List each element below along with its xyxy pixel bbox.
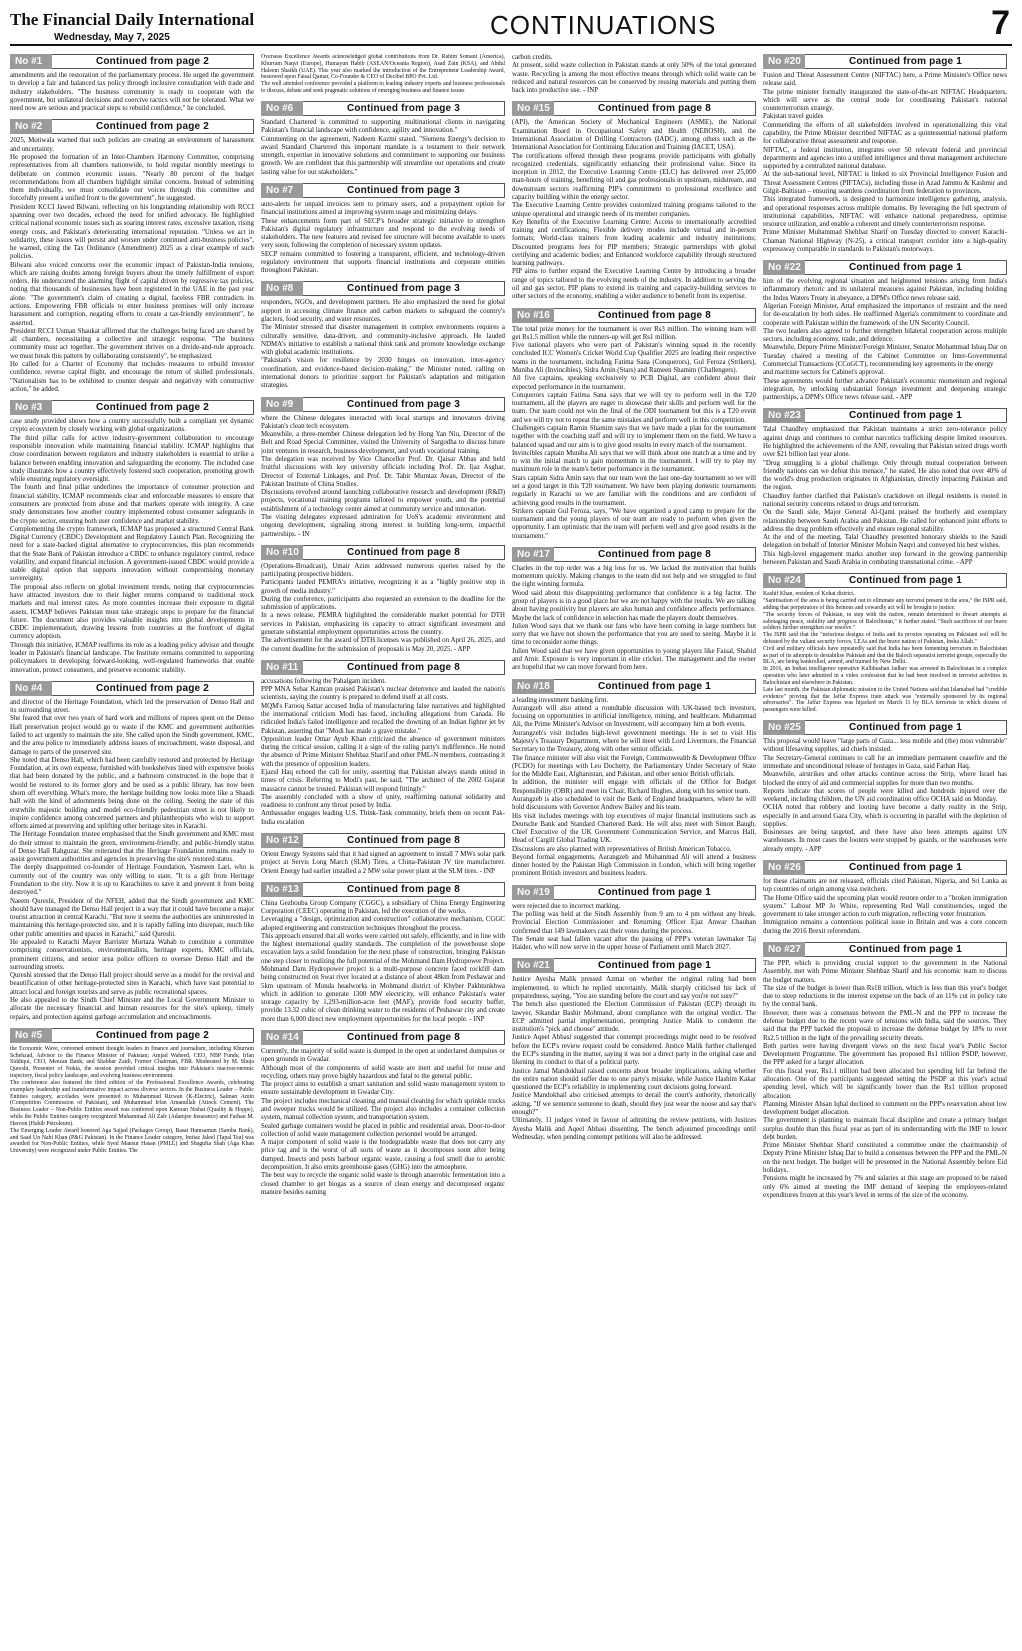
paragraph: The Secretary-General continues to call for an immediate permanent ceasefire and the immediate and unconditional release of hostages in Gaza, said Farhan Haq. [763,754,1007,770]
paragraph: were rejected due to incorrect marking. [512,902,621,910]
article-continuation [261,833,505,876]
paragraph: Prime Minister Muhammad Shehbaz Sharif on Tuesday directed to convert Karachi-Chaman National Highway (N-25), a critical transport corridor into a high-quality expressway comparable in standards to Pakistan's motorways. [763,229,1007,253]
paragraph: The Senate seat had fallen vacant after the passing of PPP's veteran lawmaker Taj Haider, who will now serve in the upper house of Parliament until March 2027. [512,935,756,952]
article-body [261,54,505,95]
article-number: No #26 [763,860,805,875]
paragraph: Discussions revolved around launching collaborative research and development (R&D) projects, vocational training programs tailored to empower youth, and the potential establishment of a technology center aimed at community service and innovation. [261,489,505,513]
article-number: No #22 [763,260,805,275]
paragraph: Complementing the crypto framework, ICMAP has proposed a structured Central Bank Digital Currency (CBDC) Development and Regulatory Launch Plan. Recognizing the need for a state-backed digital alternative to cryptocurrencies, this plan recommends that the State Bank of Pakistan introduce a CBDC to enhance regulatory control, reduce volatility, and expand financial inclusion. A government-issued CBDC would provide a stable digital option that supports innovation without compromising monetary sovereignty. [10,525,254,583]
article-body [512,565,756,673]
paragraph: He called for a Charter of Economy that includes measures to rebuild investor confidence, reverse capital flight, and encourage the return of skilled professionals. "Nationalism has to be exhibited to counter despair and negativity with constructive action," he added. [10,361,254,393]
article-number: No #18 [512,679,554,694]
section-title: CONTINUATIONS [490,10,717,40]
continued-from-label: Continued from page 1 [554,885,756,900]
article-body [261,201,505,276]
article-continuation [10,54,254,113]
article-continuation [261,660,505,827]
continued-from-label: Continued from page 8 [303,545,505,560]
paragraph: Julien Wood said that we have given opportunities to young players like Faisal, Shahid and Amir. Exposure is very important in elite cricket. The management and the owner are hopeful that we can move forward from here. [512,647,756,672]
continued-from-label: Continued from page 3 [303,281,505,296]
paragraph: MQM's Farooq Sattar accused India of manufacturing false narratives and highlighted the international criticism Modi has faced, including allegations from Canada. He ridiculed India's failed intelligence and recalled the downing of an Indian fighter jet by Pakistan, asserting that "Modi has made a grave mistake." [261,702,505,735]
article-body [763,738,1007,854]
paragraph: Talal Chaudhry emphasized that Pakistan maintains a strict zero-tolerance policy against drugs and continues to combat narcotics trafficking despite limited resources. He highlighted the achievements of the ANF, revealing that Pakistan seized drugs worth over $21 billion last year alone. [763,426,1007,459]
article-continuation [763,720,1007,854]
paragraph: Immigration remains a contentious political issue in Britain and was a core concern during the 2016 Brexit referendum. [763,919,1007,935]
article-continuation [763,54,1007,254]
paragraph: This approach ensured that all works were carried out safely, efficiently, and in line with the highest international quality standards. The completion of the powerhouse slope excavation lays a solid foundation for the next phase of construction, bringing Pakistan one step closer to realizing the full potential of the Mohmand Dam Hydropower Project. [261,932,505,965]
paragraph: He also appealed to the Sindh Chief Minister and the Local Government Minister to allocate the necessary financial and human resources for the site's upkeep, timely repairs, and protection against garbage accumulation and encroachments. [10,996,254,1021]
paragraph: Ejazul Haq echoed the call for unity, asserting that Pakistan always stands united in times of crisis. Referring to Modi's past, he said, "The architect of the 2002 Gujarat massacre cannot be trusted. Pakistan will respond fittingly." [261,768,505,793]
column-3 [512,54,756,1644]
continuation-header [261,545,505,560]
continued-from-label: Continued from page 8 [303,660,505,675]
paragraph: The bench also questioned the Election Commission of Pakistan (ECP) through its lawyer, Sikandar Bashir Mohmand, about compliance with the original verdict. The ECP admitted partial implementation, prompting Justice Malik to condemn the institution's "pick and choose" attitude. [512,1001,756,1034]
paragraph: Naeem Qureshi, President of the NFEH, added that the Sindh government and KMC should have managed the Denso Hall project in a way that it could have become a major tourist attraction in central Karachi. "But now it seems the authorities are uninterested in maintaining this heritage-protected site, and it is rapidly falling into disrepair, much like other public amenities and spaces in Karachi," said Qureshi. [10,897,254,938]
paragraph: Challengers captain Ramin Shamim says that we have made a plan for the tournament together with the coaching staff and will try to implement them on the field. We have a balanced squad and our aim is to give good results in every match of the tournament. [512,424,756,449]
paragraph: Businesses are being targeted, and there have also been attempts against UN warehouses. In most cases the looters were stopped by guards, or the warehouses were already empty. - APP [763,829,1007,853]
paragraph: (API), the American Society of Mechanical Engineers (ASME), the National Examination Board in Occupational Safety and Health (NEBOSH), and the International Association of Drilling Contractors (IADC), among others such as the International Association for Continuing Education and Training (IACET, USA). [512,119,756,152]
article-body [512,326,756,541]
article-body [763,878,1007,936]
paragraph: where the Chinese delegates interacted with local startups and innovators driving Pakistan's clean tech ecosystem. [261,414,505,430]
paragraph: Overseas Excellence Awards acknowledged global contributions from Dr. Rahim Somani (America), Khurram Naqvi (Europe), Humayun Habib (ASEAN/Oceania Region), Asad Zain (KSA), and Abdul Haleem Shaikh (UAE). This year also marked the introduction of the Entrepreneur Leadership Award, bestowed upon Faisal Qamar, Co-Founder & CEO of Decibel BPO Pvt. Ltd. [261,54,505,81]
paragraph: At the sub-national level, NIFTAC is linked to six Provincial Intelligence Fusion and Threat Assessment Centres (PIFTACs), including those in Azad Jammu & Kashmir and Gilgit-Baltistan – ensuring seamless coordination from federation to provinces. [763,171,1007,195]
continued-from-label: Continued from page 1 [805,942,1007,957]
article-number: No #3 [10,400,52,415]
paragraph: Commenting on the agreement, Nadeem Kazmi stated, "Siemens Energy's decision to award Standard Chartered this important mandate is a testament to their network strength, expertise in innovative solutions and commitment to supporting our business growth. We are confident that this partnership will streamline our operations and create lasting value for our stakeholders." [261,135,505,176]
continued-from-label: Continued from page 1 [805,573,1007,588]
paragraph: In 2016, an Indian intelligence operative Kulbhushan Jadhav was arrested in Balochistan in a complex operation who later admitted in a video confession that he had been involved in terrorist activities in Balochistan and elsewhere in Pakistan. [763,666,1007,686]
paragraph: At present, solid waste collection in Pakistan stands at only 50% of the total generated waste. Recycling is among the most effective means through which solid waste can be reduced and natural resources can be conserved by reusing materials and putting them back into productive use. - INP [512,62,756,95]
paragraph: He proposed the formation of an Inter-Chambers Harmony Committee, comprising representatives from all chambers nationwide, to hold regular monthly meetings to deliberate on common economic issues. "Nearly 80 percent of the budget recommendations from all chambers highlight similar concerns. Instead of submitting them individually, we must consolidate our voices through this committee and forcefully present a unified front to the government", he suggested. [10,153,254,203]
paragraph: Charles in the top order was a big loss for us. We lacked the motivation that builds momentum quickly. Making changes to the team did not help and we struggled to find the right winning formula. [512,564,756,589]
paragraph: Leveraging a "design, optimization and construction" collaborative mechanism, CGGC adopted engineering and construction techniques throughout the process. [261,916,505,932]
continued-from-label: Continued from page 8 [554,101,756,116]
article-continuation [261,397,505,539]
paragraph: His visit includes meetings with top executives of major financial institutions such as Deutsche Bank and Standard Chartered Bank. He will also meet with Simon Baugh, Chief Executive of the UK Government Communication Service, and Marcus Hall, Head of Cargill Global Trading UK. [512,812,756,845]
continuation-header [261,882,505,897]
paragraph: accusations following the Pahalgam incident. [261,677,386,685]
article-body [763,591,1007,714]
continued-from-label: Continued from page 3 [303,397,505,412]
continuation-header [261,660,505,675]
continuation-header [763,260,1007,275]
paragraph: "Drug smuggling is a global challenge. Only through mutual cooperation between friendly nations can we defeat this menace," he stated. He also noted that over 40% of the world's drug production originates in Afghanistan, directly impacting Pakistan and the region. [763,459,1007,492]
paragraph: Algerian Foreign Minister, Attaf emphasized the importance of restraint and the need for de-escalation by both sides. He reaffirmed Algeria's commitment to coordinate and cooperate with Pakistan within the framework of the UN Security Council. [763,303,1007,327]
paragraph: Ultimately, 11 judges voted in favour of admitting the review petitions, with Justices Ayesha Malik and Aqeel Abbasi dissenting. The bench adjourned proceedings until Wednesday, when pending contempt petitions will also be addressed. [512,1117,756,1141]
continuation-header [512,547,756,562]
continuation-header [512,885,756,900]
article-number: No #12 [261,833,303,848]
article-continuation [261,882,505,1024]
paragraph: "Pakistan's vision for resilience by 2030 hinges on innovation, inter-agency coordination, and evidence-based decision-making," the Minister noted, calling on international donors to prioritize support for Pakistan's adaptation and mitigation strategies. [261,357,505,390]
continuation-header [512,958,756,973]
continuation-header [261,101,505,116]
paragraph: The total prize money for the tournament is over Rs3 million. The winning team will get Rs1.5 million while the runners-up will get Rs1 million. [512,325,756,341]
paragraph: The deeply disappointed co-founder of Heritage Foundation, Yasmeen Lari, who is currently out of the country was only willing to state, "It is a gift from Heritage Foundation to the city. Now it is up to Karachiites to save it and prevent it from being destroyed." [10,864,254,897]
paragraph: Standard Chartered is committed to supporting multinational clients in navigating Pakistan's financial landscape with confidence, agility and innovation." [261,118,505,135]
article-number: No #9 [261,397,303,412]
paragraph: PIP aims to further expand the Executive Learning Centre by introducing a broader range of topics tailored to the evolving needs of the industry. In addition to serving the oil and gas sector, PIP plans to extend its training and capacity-building services to other sectors of the economy, enabling a wider audience to benefit from its expertise. [512,268,756,301]
continuation-header [261,397,505,412]
article-number: No #8 [261,281,303,296]
article-continuation [261,1030,505,1197]
article-body [512,697,756,879]
continued-from-label: Continued from page 8 [303,1030,505,1045]
article-continuation [261,101,505,177]
article-body [261,119,505,177]
continuation-header [512,101,756,116]
article-number: No #14 [261,1030,303,1045]
article-number: No #6 [261,101,303,116]
article-number: No #13 [261,882,303,897]
article-continuation [10,1028,254,1155]
paragraph: These agreements would further advance Pakistan's economic momentum and regional integration, by unlocking substantial foreign investment and deepening strategic partnerships, a DPM's Office news release said. - APP [763,377,1007,402]
article-number: No #21 [512,958,554,973]
article-body [261,299,505,390]
continuation-header [261,1030,505,1045]
paragraph: The advertisement for the award of DTH licenses was published on April 26, 2025, and the current deadline for the submission of proposals is May 20, 2025. - APP [261,637,505,653]
article-continuation [10,681,254,1022]
continuation-header [10,119,254,134]
paragraph: The certifications offered through these programs provide participants with globally recognized credentials, significantly enhancing their professional value. Since its inception in 2012, the Executive Learning Centre (ELC) has delivered over 25,000 man-hours of training, benefiting oil and gas professionals in upstream, midstream, and downstream sectors reaffirming PIP's commitment to professional excellence and capacity building within the energy sector. [512,152,756,201]
column-1 [10,54,254,1644]
paragraph: These enhancements form part of SECP's broader strategic initiative to strengthen Pakistan's digital regulatory infrastructure and respond to the evolving needs of stakeholders. The new features and revised fee structure will become available to users very soon, following the completion of necessary system updates. [261,217,505,250]
article-continuation [512,547,756,673]
article-number: No #24 [763,573,805,588]
paragraph: The Heritage Foundation trustee emphasised that the Sindh government and KMC must do their utmost to maintain the green, environment-friendly, and public-friendly status of Denso Hall Rahguzar. She reiterated that the Heritage Foundation remains ready to assist government authorities and agencies in preserving the site's restored status. [10,831,254,864]
paragraph: At the end of the meeting, Talal Chaudhry presented honorary shields to the Saudi delegation on behalf of Interior Minister Mohsin Naqvi and conveyed his best wishes. [763,534,1007,550]
paragraph: President KCCI Jawed Bilwani, reflecting on his longstanding relationship with RCCI spanning over two decades, echoed the need for unified advocacy. He highlighted critical national economic issues such as soaring interest rates, excessive taxation, rising energy costs, and Pakistan's deteriorating international reputation. "Unless we act in solidarity, these issues will persist and worsen under continued anti-business policies", he warned, citing the Tax Ordinance (Amendment) 2025 as a clear example of such policies. [10,203,254,261]
paragraph: a leading investment banking firm. [512,696,609,704]
paragraph: This high-level engagement marks another step forward in the growing partnership between Pakistan and Saudi Arabia in combating transnational crime. - APP [763,550,1007,566]
article-continuation [512,101,756,301]
continuation-header [512,308,756,323]
paragraph: The PPP, which is providing crucial support to the government in the National Assembly, met with Prime Minister Shehbaz Sharif and his economic team to discuss the budget matters. [763,960,1007,984]
article-body [10,137,254,394]
paragraph: Julien Wood says that we thank our fans who have been coming in large numbers but sorry that we have not shown the performance that you are used to seeing. Maybe it is time to reconsider some things. [512,622,756,647]
paragraph: The size of the budget is lower than Rs18 trillion, which is less than this year's budget due to steep reductions in the interest expense on the back of an 11% cut in policy rate by the central bank. [763,984,1007,1009]
paragraph: Invincibles captain Muniba Ali says that we will think about one match at a time and try to win the initial match to gain momentum in the tournament. I will try to play my maximum role in the team's better performance in the tournament. [512,449,756,474]
continued-from-label: Continued from page 2 [52,119,254,134]
article-body [261,1048,505,1197]
continued-from-label: Continued from page 2 [52,681,254,696]
paragraph: Pakistan travel guides [763,113,824,121]
paragraph: Through this initiative, ICMAP reaffirms its role as a leading policy advisor and thought leader in Pakistan's financial landscape. The Institute remains committed to supporting policymakers in developing forward-looking, well-regulated frameworks that enable innovation, protect consumers, and preserve economic stability. [10,641,254,674]
continued-from-label: Continued from page 1 [805,408,1007,423]
continued-from-label: Continued from page 1 [554,679,756,694]
paragraph: Justice Mandokhail also criticised attempts to derail the court's authority, rhetorically asking, "If we sentence someone to death, should they just wear the noose and say that's enough?" [512,1092,756,1116]
continuation-header [261,281,505,296]
continuation-header [763,720,1007,735]
continuation-header [10,400,254,415]
paragraph: and director of the Heritage Foundation, which led the preservation of Denso Hall and its surrounding street. [10,698,254,715]
article-number: No #19 [512,885,554,900]
article-number: No #10 [261,545,303,560]
paragraph: Justice Aqeel Abbasi suggested that contempt proceedings might need to be resolved before the ECP's review request could be considered. Justice Malik further challenged the ECP's standing in the matter, saying it was not a direct party in the original case and likening its conduct to that of a political party. [512,1034,756,1067]
article-body [10,699,254,1022]
continuation-header [763,573,1007,588]
paragraph: The Emerging Leader Award honored Aga Sajjad (Packages Group), Basat Hamsamun (Samba Bank), and Saad Un Nabi Khan (P&G Pakistan). In the Finance Leader category, Imtiaz Jaleel (Tapal Tea) was awarded for Non-Public Entities, while Syed Mansur Hasan (PMLL) and Shagufta Shah (Aga Khan University) were recognized under Public Entities. The [10,1127,254,1155]
paragraph: The third pillar calls for active industry-government collaboration to encourage responsible innovation while maintaining financial stability. ICMAP highlights that close coordination between regulators and industry stakeholders is essential to strike a balance between enabling innovation and safeguarding the economy. The included case study illustrates how a country effectively fostered such cooperation, promoting growth while ensuring regulatory oversight. [10,434,254,484]
paragraph: The conference also featured the third edition of the Professional Excellence Awards, celebrating exemplary leadership and transformative impact across diverse sectors. In the Business Leader – Public Entities category, accolades were presented to Muhammad Rizwan (K-Electric), Salman Amin (Competition Commission of Pakistan), and Muhammad Irfan Amanullah (Attock Cement). The Business Leader – Non-Public Entities award was conferred upon Kamran Nishat (Quality & Hoppe), while the Public Entities category recognized Muhammad Ali Zafr (Adamjee Insurance) and Farhan M. Haroon (Habib Petroleum). [10,1079,254,1127]
paragraph: Wood said about this disappointing performance that confidence is a big factor. The group of players is in a good place but we are not happy with the results. We are talking about having positivity but players are also human and confidence affects performance. Maybe the lack of confidence in selection has made the players doubt themselves. [512,589,756,622]
paragraph: The ISPR said that the "nefarious designs of India and its proxies operating on Pakistani soil will be defeated by the valiant security forces, LEAs and the brave nation of Pakistan, Insha Allah." [763,632,1007,645]
paragraph: Sealed garbage containers would be placed in public and residential areas. Door-to-door collection of solid waste management collection personnel would be arranged. [261,1122,505,1138]
paragraph: SECP remains committed to fostering a transparent, efficient, and technology-driven regulatory environment that supports financial institutions and corporate entities throughout Pakistan. [261,250,505,275]
continued-from-label: Continued from page 3 [303,101,505,116]
paragraph: Reports indicate that scores of people were killed and hundreds injured over the weekend, including children, the UN aid coordination office OCHA said on Monday. [763,787,1007,804]
paragraph: Participants lauded PEMRA's initiative, recognizing it as a "highly positive step in growth of media industry." [261,579,505,595]
paragraph: auto-alerts for unpaid invoices sent to primary users, and a prepayment option for financial institutions aimed at improving system usage and minimizing delays. [261,200,505,217]
paragraph: Orient Energy Systems said that it had signed an agreement to install 7 MWs solar park project at Servis Long March (SLM) Tires, a China-Pakistan JV tire manufacturer. Orient Energy had earlier installed a 2 MW solar power plant at the SLM tires. - INP [261,850,505,875]
article-number: No #5 [10,1028,52,1043]
paragraph: He appealed to Karachi Mayor Barrister Murtaza Wahab to constitute a committee comprising conservationists, environmentalists, heritage experts, KMC officials, prominent citizens, and senior area police officers to oversee Denso Hall and the surrounding streets. [10,939,254,971]
paragraph: The Home Office said the upcoming plan would restore order to a "broken immigration system." Labour MP Jo White, representing Red Wall constituencies, urged the government to take stronger action to curb migration, reflecting voter frustration. [763,894,1007,919]
paragraph: Commending the efforts of all stakeholders involved in operationalizing this vital capability, the Prime Minister described NIFTAC as a quintessential national platform for collaborative threat assessment and response. [763,121,1007,146]
article-number: No #7 [261,183,303,198]
paragraph: She noted that Denso Hall, which had been carefully restored and protected by Heritage Foundation, at its own expense, furnished with bookshelves lined with expensive books that had been donated by the public, and a bathroom constructed in the hope that it would be restored to its former glory and be used as a public library, has now been shorn off everything. What's more, the heritage building now looks more like a Shaadi hall with the kind of adornments being done on the ceiling. Seeing the state of this erstwhile majestic building and model eco-friendly pedestrian street is not likely to inspire confidence among concerned partners and philanthropists who wish to support efforts aimed at preserving and uplifting other heritage sites in Karachi. [10,756,254,831]
paragraph: Late last month, the Pakistan diplomatic mission to the United Nations said that Islamabad had "credible evidence" proving that the Jaffar Express train attack was "externally sponsored by its regional adversaries". The Jaffar Express was hijacked on March 11 by BLA terrorists in which dozens of passengers were killed. [763,686,1007,714]
paragraph: A major component of solid waste is the biodegradable waste that does not carry any price tag and is the worst of all sorts of waste as it decomposes soon after being dumped. Insects and pests harbour organic waste, causing a foul smell due to aerobic decomposition. It also emits greenhouse gases (GHG) into the atmosphere. [261,1139,505,1171]
article-body [763,278,1007,402]
paragraph: Meanwhile, Deputy Prime Minister/Foreign Minister, Senator Mohammad Ishaq Dar on Tuesday chaired a meeting of the Cabinet Committee on Inter-Governmental Commercial Transactions (CCoGCT), recommending key agreements in the energy [763,344,1007,368]
continued-from-label: Continued from page 1 [805,720,1007,735]
continuation-header [10,54,254,69]
paragraph: Strikers captain Gul Feroza, says, "We have organized a good camp to prepare for the tournament and the young players of our team are ready to perform when given the opportunity. I am optimistic that the team will perform well and give good results in the tournament." [512,507,756,540]
paragraph: Bilwani also voiced concerns over the economic impact of Pakistan-India tensions, which are raising doubts among foreign buyers about the timely fulfillment of export orders. He underscored the alarming flight of capital driven by regressive tax policies, noting that thousands of businesses have been registered in the UAE in the past year alone. "The government's claim of creating a digital, faceless FBR contradicts its actions. Empowering FBR officials to enter business premises will only increase harassment and corruption, negating efforts to create a tax-friendly environment", he asserted. [10,261,254,327]
continued-from-label: Continued from page 2 [52,54,254,69]
article-continuation [261,54,505,95]
continuation-header [763,942,1007,957]
paragraph: On the Saudi side, Major General Al-Qami praised the brotherly and exemplary relationship between Saudi Arabia and Pakistan. He called for enhanced joint efforts to address the drug problem effectively and ensure regional stability. [763,509,1007,533]
paragraph: Opposition leader Omar Ayub Khan criticized the absence of government ministers during the critical session, calling it a sign of the ruling party's indifference. He noted the absence of Prime Minister Shehbaz Sharif and other PML-N members, contrasting it with the presence of opposition leaders. [261,735,505,768]
paragraph: NIFTAC, a federal institution, integrates over 50 relevant federal and provincial departments and agencies into a unified intelligence and threat management architecture supported by a centralized national database. [763,146,1007,171]
paragraph: Discussions are also planned with representatives of British American Tobacco. [512,845,732,853]
paragraph: The proposal also reflects on global investment trends, noting that cryptocurrencies have attracted investors due to their higher returns compared to traditional stock markets and real interest rates. As more countries increase their exposure to digital assets, ICMAP believes Pakistan must take strategic steps to prepare for the financial future. The document also provides valuable insights into global developments in CBDC implementation, drawing lessons from countries at the forefront of digital currency adoption. [10,583,254,641]
article-continuation [763,573,1007,714]
paragraph: him of the evolving regional situation and heightened tensions arising from India's inflammatory rhetoric and its unilateral measures against Pakistan, including holding the Indus Waters Treaty in abeyance, a DPM's Office news release said. [763,278,1007,302]
article-continuation [512,958,756,1142]
article-continuation [512,679,756,879]
paragraph: Pensions might be increased by 7% and salaries at this stage are proposed to be raised only 6% aimed at meeting the IMF demand of keeping the employees-related expenditures frozen at this year's level in terms of the size of the economy. [763,1175,1007,1199]
paragraph: During the conference, participants also requested an extension to the deadline for the submission of applications. [261,595,505,612]
paragraph: Aurangzeb is also scheduled to visit the Bank of England headquarters, where he will hold discussions with Governor Andrew Bailey and his team. [512,795,756,812]
article-number: No #1 [10,54,52,69]
paragraph: responders, NGOs, and development partners. He also emphasized the need for global support in accessing climate finance and carbon markets to safeguard the country's glaciers, food security, and water resources. [261,299,505,324]
paragraph: Justice Ayesha Malik pressed Azmat on whether the original ruling had been implemented, to which he replied uncertainly. Malik sharply criticised his lack of preparedness, saying, "You are standing before the court and say you're not sure?" [512,976,756,1000]
paragraph: The visiting delegates expressed admiration for UoS's academic environment and ongoing development, signaling strong interest in building long-term, impactful partnerships. - IN [261,513,505,538]
paragraph: Five national players who were part of Pakistan's winning squad in the recently concluded ICC Women's Cricket World Cup Qualifier 2025 are leading their respective teams in the tournament, including Fatima Sana (Conquerors), Gul Feroza (Strikers), Muniba Ali (Invincibles), Sidra Amin (Stars) and Rameen Shamim (Challengers). [512,342,756,374]
article-continuation [763,408,1007,567]
paragraph: Planning Minister Ahsan Iqbal declined to comment on the PPP's reservation about low development budget allocation. [763,1100,1007,1117]
paragraph: The fourth and final pillar underlines the importance of consumer protection and financial stability. ICMAP recommends clear and enforceable measures to ensure that consumers are protected from abuse and that markets operate with integrity. A case study demonstrates how another country implemented robust consumer safeguards in the crypto sector, ensuring both user confidence and market stability. [10,484,254,525]
article-number: No #4 [10,681,52,696]
continuation-header [763,408,1007,423]
paragraph: Stars captain Sidra Amin says that our team won the last one-day tournament so we will set a good target in this T20 tournament. We have been playing domestic tournaments regularly in Karachi so we are familiar with the conditions and are confident of achieving good results in the tournament. [512,474,756,507]
paragraph: The two leaders also agreed to further strengthen bilateral cooperation across multiple sectors, including economy, trade, and defence. [763,327,1007,344]
article-number: No #17 [512,547,554,562]
paragraph: Both parties were having divergent views on the next fiscal year's Public Sector Development Programme. The government has proposed Rs1 trillion PSDP, however, the PPP asked for a larger allocation. [763,1042,1007,1067]
paragraph: Civil and military officials have repeatedly said that India has been fomenting terrorism in Balochistan as part of its attempts to destabilise Pakistan and that the Baloch separatist terrorist groups, especially the BLA, are being bankrolled, armed, and trained by New Delhi. [763,645,1007,666]
article-number: No #11 [261,660,303,675]
paragraph: The government is planning to maintain fiscal discipline and create a primary budget surplus double than this fiscal year as part of its understanding with the IMF to lower debt burden. [763,1117,1007,1141]
continuation-header [10,681,254,696]
continued-from-label: Continued from page 1 [805,54,1007,69]
article-number: No #20 [763,54,805,69]
paragraph: The finance minister will also visit the Foreign, Commonwealth & Development Office (FCDO) for meetings with Leo Docherty, the Parliamentary Under Secretary of State for the Middle East, Afghanistan, and Pakistan, and other senior British officials. [512,754,756,779]
column-4 [763,54,1007,1644]
paragraph: Meanwhile, airstrikes and other attacks continue across the Strip, where Israel has blocked the entry of aid and commercial supplies for more than two months. [763,771,1007,787]
continued-from-label: Continued from page 8 [554,547,756,562]
article-number: No #2 [10,119,52,134]
continued-from-label: Continued from page 2 [52,400,254,415]
paragraph: President RCCI Usman Shaukat affirmed that the challenges being faced are shared by all chambers, necessitating a collective and strategic response. "The business community must act together. The government thrives on a divide-and-rule approach; we must break this pattern by collaborating consistently", he emphasized. [10,327,254,360]
article-body [512,903,756,953]
paragraph: All five captains, speaking exclusively to PCB Digital, are confident about their expected performance in the tournament. [512,375,756,391]
paragraph: for these claimants are not released, officials cited Pakistan, Nigeria, and Sri Lanka as top countries of origin among visa switchers. [763,878,1007,894]
paragraph: Although most of the components of solid waste are inert and useful for reuse and recycling, others may prove highly hazardous and fatal to the general public. [261,1064,505,1080]
paragraph: Ambassador engages leading U.S. Think-Tank community, briefs them on recent Pak-India escalation [261,810,505,826]
paragraph: The prime minister formally inaugurated the state-of-the-art NIFTAC Headquarters, which will serve as the central node for coordinating Pakistan's national counterterrorism strategy. [763,88,1007,113]
paragraph: "The security forces of Pakistan, in step with the nation, remain determined to thwart attempts at sabotaging peace, stability and progress of Balochistan," it further stated. "Such sacrifices of our brave soldiers further strengthen our resolve." [763,611,1007,632]
paragraph: Chaudhry further clarified that Pakistan's crackdown on illegal residents is rooted in national security concerns related to drugs and terrorism. [763,492,1007,508]
article-continuation [512,885,756,953]
paragraph: Meanwhile, a three-member Chinese delegation led by Hong Yan Niu, Director of the Belt and Road Special Committee, visited the University of Sargodha to discuss future joint ventures in research, business development, and youth vocational training. [261,431,505,455]
paragraph: OCHA noted that robbery and looting have become a daily reality in the Strip, especially in and around Gaza City, which is occurring in parallel with the depletion of supplies. [763,804,1007,828]
paragraph: The best way to recycle the organic solid waste is through anaerobic fermentation into a closed chamber to get biogas as a source of clean energy and decomposed organic manure besides earning [261,1172,505,1196]
continuation-header [512,679,756,694]
paragraph: Beyond formal engagements, Aurangzeb and Muhammad Ali will attend a business dinner hosted by the Pakistan High Commission in London, which will bring together prominent British investors and business leaders. [512,853,756,878]
article-body [261,851,505,876]
paragraph: carbon credits. [512,54,553,61]
paragraph: For this fiscal year, Rs1.1 trillion had been allocated but spending fell far behind the allocation. One of the participants suggested setting the PSDP at this year's actual spending level, which will be significantly lower than the Rs1 trillion proposed allocation. [763,1067,1007,1100]
paragraph: case study provided shows how a country successfully built a compliant yet dynamic crypto ecosystem by closely working with global organizations. [10,418,254,434]
continued-from-label: Continued from page 8 [554,308,756,323]
paragraph: 2025, Motiwala warned that such policies are creating an environment of harassment and uncertainty. [10,137,254,153]
article-body [512,119,756,301]
article-continuation [512,308,756,541]
article-continuation [763,942,1007,1200]
article-body [261,415,505,539]
continuation-header [261,183,505,198]
article-continuation [512,54,756,95]
article-number: No #16 [512,308,554,323]
paragraph: Kashif Khan, resident of Kohat district. [763,591,855,598]
article-body [763,960,1007,1200]
paragraph: Mohmand Dam Hydropower project is a multi-purpose concrete faced rockfill dam being constructed on Swat river located at a distance of about 48km from Peshawar and 5km upstream of Munda headworks in Mohmand district of Khyber Pakhtunkhwa which in addition to generate 1300 MW electricity, will enhance Pakistan's water storage capacity by 1,293-million-acre feet (MAF), provide food security buffer, provide 13.32 cubic of clean drinking water to the residents of Peshawar city and create more than 6,000 direct new employment opportunities for the local people. - INP [261,966,505,1023]
paragraph: "Sanitisation of the area is being carried out to eliminate any terrorist present in the area," the ISPR said, adding that perpetrators of this heinous and cowardly act will be brought to justice. [763,598,1007,611]
paragraph: the Economic Wave, convened eminent thought leaders in finance and journalism, including Khurram Schehzad, Advisor to the Finance Minister of Pakistan; Amjad Waheed, CEO, NBP Funds; Irfan Siddiqui, CEO, Meezan Bank; and Shabbar Zaidi, Former Chairman, FBR. Moderated by M. Shuja Qureshi, Presenter of Nukta, the session provided critical insights into Pakistan's macroeconomic trajectory, fiscal policy landscape, and evolving business environment. [10,1045,254,1080]
continuation-header [10,1028,254,1043]
article-continuation [10,119,254,394]
continued-from-label: Continued from page 1 [805,260,1007,275]
paragraph: Conquerors captain Fatima Sana says that we will try to perform well in the T20 tournament, all the players are eager to showcase their skills and perform well for the team. Our team could not win the final of the ODI tournament but this is a T20 event and we will try not to repeat the same mistakes and perform well in this competition. [512,391,756,424]
paragraph: China Gezhouba Group Company (CGGC), a subsidiary of China Energy Engineering Corporation (CEEC) operating in Pakistan, led the execution of the works. [261,899,505,916]
continued-from-label: Continued from page 8 [303,882,505,897]
paragraph: Aurangzeb's visit includes high-level government meetings. He is set to visit His Majesty's Treasury Department, where he will meet with Lord Livermore, the Financial Secretary to the Treasury, along with other senior officials. [512,729,756,754]
continuation-header [763,860,1007,875]
paragraph: Prime Minister Shehbaz Sharif constituted a committee under the chairmanship of Deputy Prime Minister Ishaq Dar to build a consensus between the PPP and the PML-N on the next budget. The budget will be presented in the National Assembly before Eid holidays. [763,1142,1007,1175]
paragraph: The assembly concluded with a show of unity, reaffirming national solidarity and readiness to confront any threat posed by India. [261,793,505,810]
article-continuation [261,545,505,654]
paragraph: The project aims to establish a smart sanitation and solid waste management system to ensure sustainable development in Gwadar City. [261,1081,505,1097]
paragraph: Key Benefits of the Executive Learning Centre: Access to internationally accredited training and certifications; Flexible delivery modes include virtual and in-person formats; World-class trainers from leading academic and industry institutions; Discounted programs fees for PIP members; Strategic partnerships with global certifying and academic bodies; and Enhanced workforce capability through structured learning pathways. [512,218,756,268]
paragraph: Qureshi stressed that the Denso Hall project should serve as a model for the revival and beautification of other heritage-protected sites in Karachi, which have vast potential to attract local and foreign tourists and serve as public recreational spaces. [10,972,254,996]
paragraph: (Operations-Broadcast), Umair Azim addressed numerous queries raised by the participating prospective bidders. [261,562,505,579]
continued-from-label: Continued from page 1 [554,958,756,973]
paragraph: However, there was a consensus between the PML-N and the PPP to increase the defense budget due to the recent wave of tensions with India, said the sources. They said that the PPP backed the proposal to increase the defense budget by 18% to over Rs2.5 trillion in the light of the prevailing security threats. [763,1009,1007,1042]
paragraph: This proposal would leave "large parts of Gaza... less mobile and (the) most vulnerable" without lifesaving supplies, aid chiefs insisted. [763,738,1007,754]
paragraph: The polling was held at the Sindh Assembly from 9 am to 4 pm without any break. Provincial Election Commissioner and Returning Officer Ejaz Anwar Chauhan confirmed that 149 lawmakers cast their votes during the process. [512,911,756,935]
article-continuation [763,860,1007,936]
paragraph: amendments and the restoration of the parliamentary process. He urged the government to develop a fair and balanced tax policy through inclusive consultation with trade and industry stakeholders. "The business community is ready to cooperate with the government, but unilateral decisions and coercive tactics will not be tolerated. What we need now are serious and practical steps to rebuild confidence," he concluded. [10,72,254,113]
continued-from-label: Continued from page 3 [303,183,505,198]
article-body [763,72,1007,254]
issue-date: Wednesday, May 7, 2025 [54,32,170,43]
article-body [10,1046,254,1155]
article-body [512,976,756,1142]
paragraph: The well attended conference provided a platform to leading industry experts and business professionals to discuss, debate and seek pragmatic solutions of emerging business and finance issues [261,81,505,95]
article-body [10,418,254,675]
article-number: No #27 [763,942,805,957]
article-number: No #15 [512,101,554,116]
column-2 [261,54,505,1644]
continuation-header [763,54,1007,69]
article-continuation [261,183,505,276]
paragraph: PPP MNA Sehar Kamran praised Pakistan's nuclear deterrence and lauded the nation's scientists, saying the country is prepared to defend itself at all costs. [261,686,505,702]
paragraph: She feared that over two years of hard work and millions of rupees spent on the Denso Hall preservation project would go to waste if the KMC and government authorities failed to act urgently to maintain the site. She called upon the Sindh government, KMC, and the area police to immediately address issues of encroachment, waste disposal, and damage to parts of the preserved site. [10,715,254,756]
article-number: No #25 [763,720,805,735]
article-continuation [10,400,254,675]
continued-from-label: Continued from page 8 [303,833,505,848]
paragraph: Fusion and Threat Assessment Centre (NIFTAC) here, a Prime Minister's Office news release said. [763,72,1007,88]
article-body [261,563,505,654]
paragraph: The delegation was received by Vice Chancellor Prof. Dr. Qaisar Abbas and held fruitful discussions with key university officials including Prof. Dr. Ijaz Asghar, Director of External Linkages, and Prof. Dr. Tahir Mumtaz Awan, Director of the Pakistan Institute of China Studies. [261,455,505,488]
paragraph: The Executive Learning Centre provides customized training programs tailored to the unique operational and strategic needs of its member companies. [512,202,756,218]
paragraph: Justice Jamal Mandokhail raised concerns about broader implications, asking whether the entire nation should suffer due to one party's mistake, while Justice Hashim Kakar questioned the ECP's reliability in implementing court decisions going forward. [512,1067,756,1092]
article-body [512,54,756,95]
continued-from-label: Continued from page 2 [52,1028,254,1043]
article-body [261,678,505,827]
article-body [261,900,505,1024]
paragraph: In a news release, PEMRA highlighted the considerable market potential for DTH services in Pakistan, emphasizing its capacity to attract significant investment and generate substantial employment opportunities across the country. [261,612,505,637]
paragraph: In addition, the minister will engage with officials of the Office for Budget Responsibility (OBR) and meet its Chair, Richard Hughes, along with his senior team. [512,779,756,795]
paragraph: This integrated framework, is designed to harmonize intelligence gathering, analysis, and operational responses across multiple domains. By leveraging the full spectrum of institutional capabilities, NIFTAC will enhance national preparedness, optimise resource utilization, and enable a coherent and timely counterterrorism response. [763,196,1007,229]
paragraph: The project includes mechanical cleaning and manual cleaning for which sprinkle trucks and sweeper trucks would be utilized. The project also includes a container collection system, manual collection system, and transportation system. [261,1097,505,1122]
paragraph: Currently, the majority of solid waste is dumped in the open at undeclared dumpsites or open grounds in Gwadar. [261,1048,505,1064]
continuation-header [261,833,505,848]
masthead [10,4,1012,46]
paragraph: Aurangzeb will also attend a roundtable discussion with UK-based tech investors, focusing on opportunities in artificial intelligence, mining, and healthcare. Muhammad Ali, the Prime Minister's Advisor on Investment, will accompany him at both events. [512,704,756,729]
article-number: No #23 [763,408,805,423]
paragraph: and maritime sectors for Cabinet's approval. [763,369,885,377]
paper-name: The Financial Daily International [10,10,255,29]
paragraph: The Minister stressed that disaster management in complex environments requires a culturally sensitive, data-driven, and community-inclusive approach. He lauded NDMA's initiative to establish a national think tank and promote knowledge exchange with global academic institutions. [261,324,505,357]
article-continuation [261,281,505,390]
article-body [763,426,1007,567]
article-continuation [763,260,1007,402]
page-number: 7 [991,4,1010,42]
continued-from-label: Continued from page 1 [805,860,1007,875]
article-body [10,72,254,113]
